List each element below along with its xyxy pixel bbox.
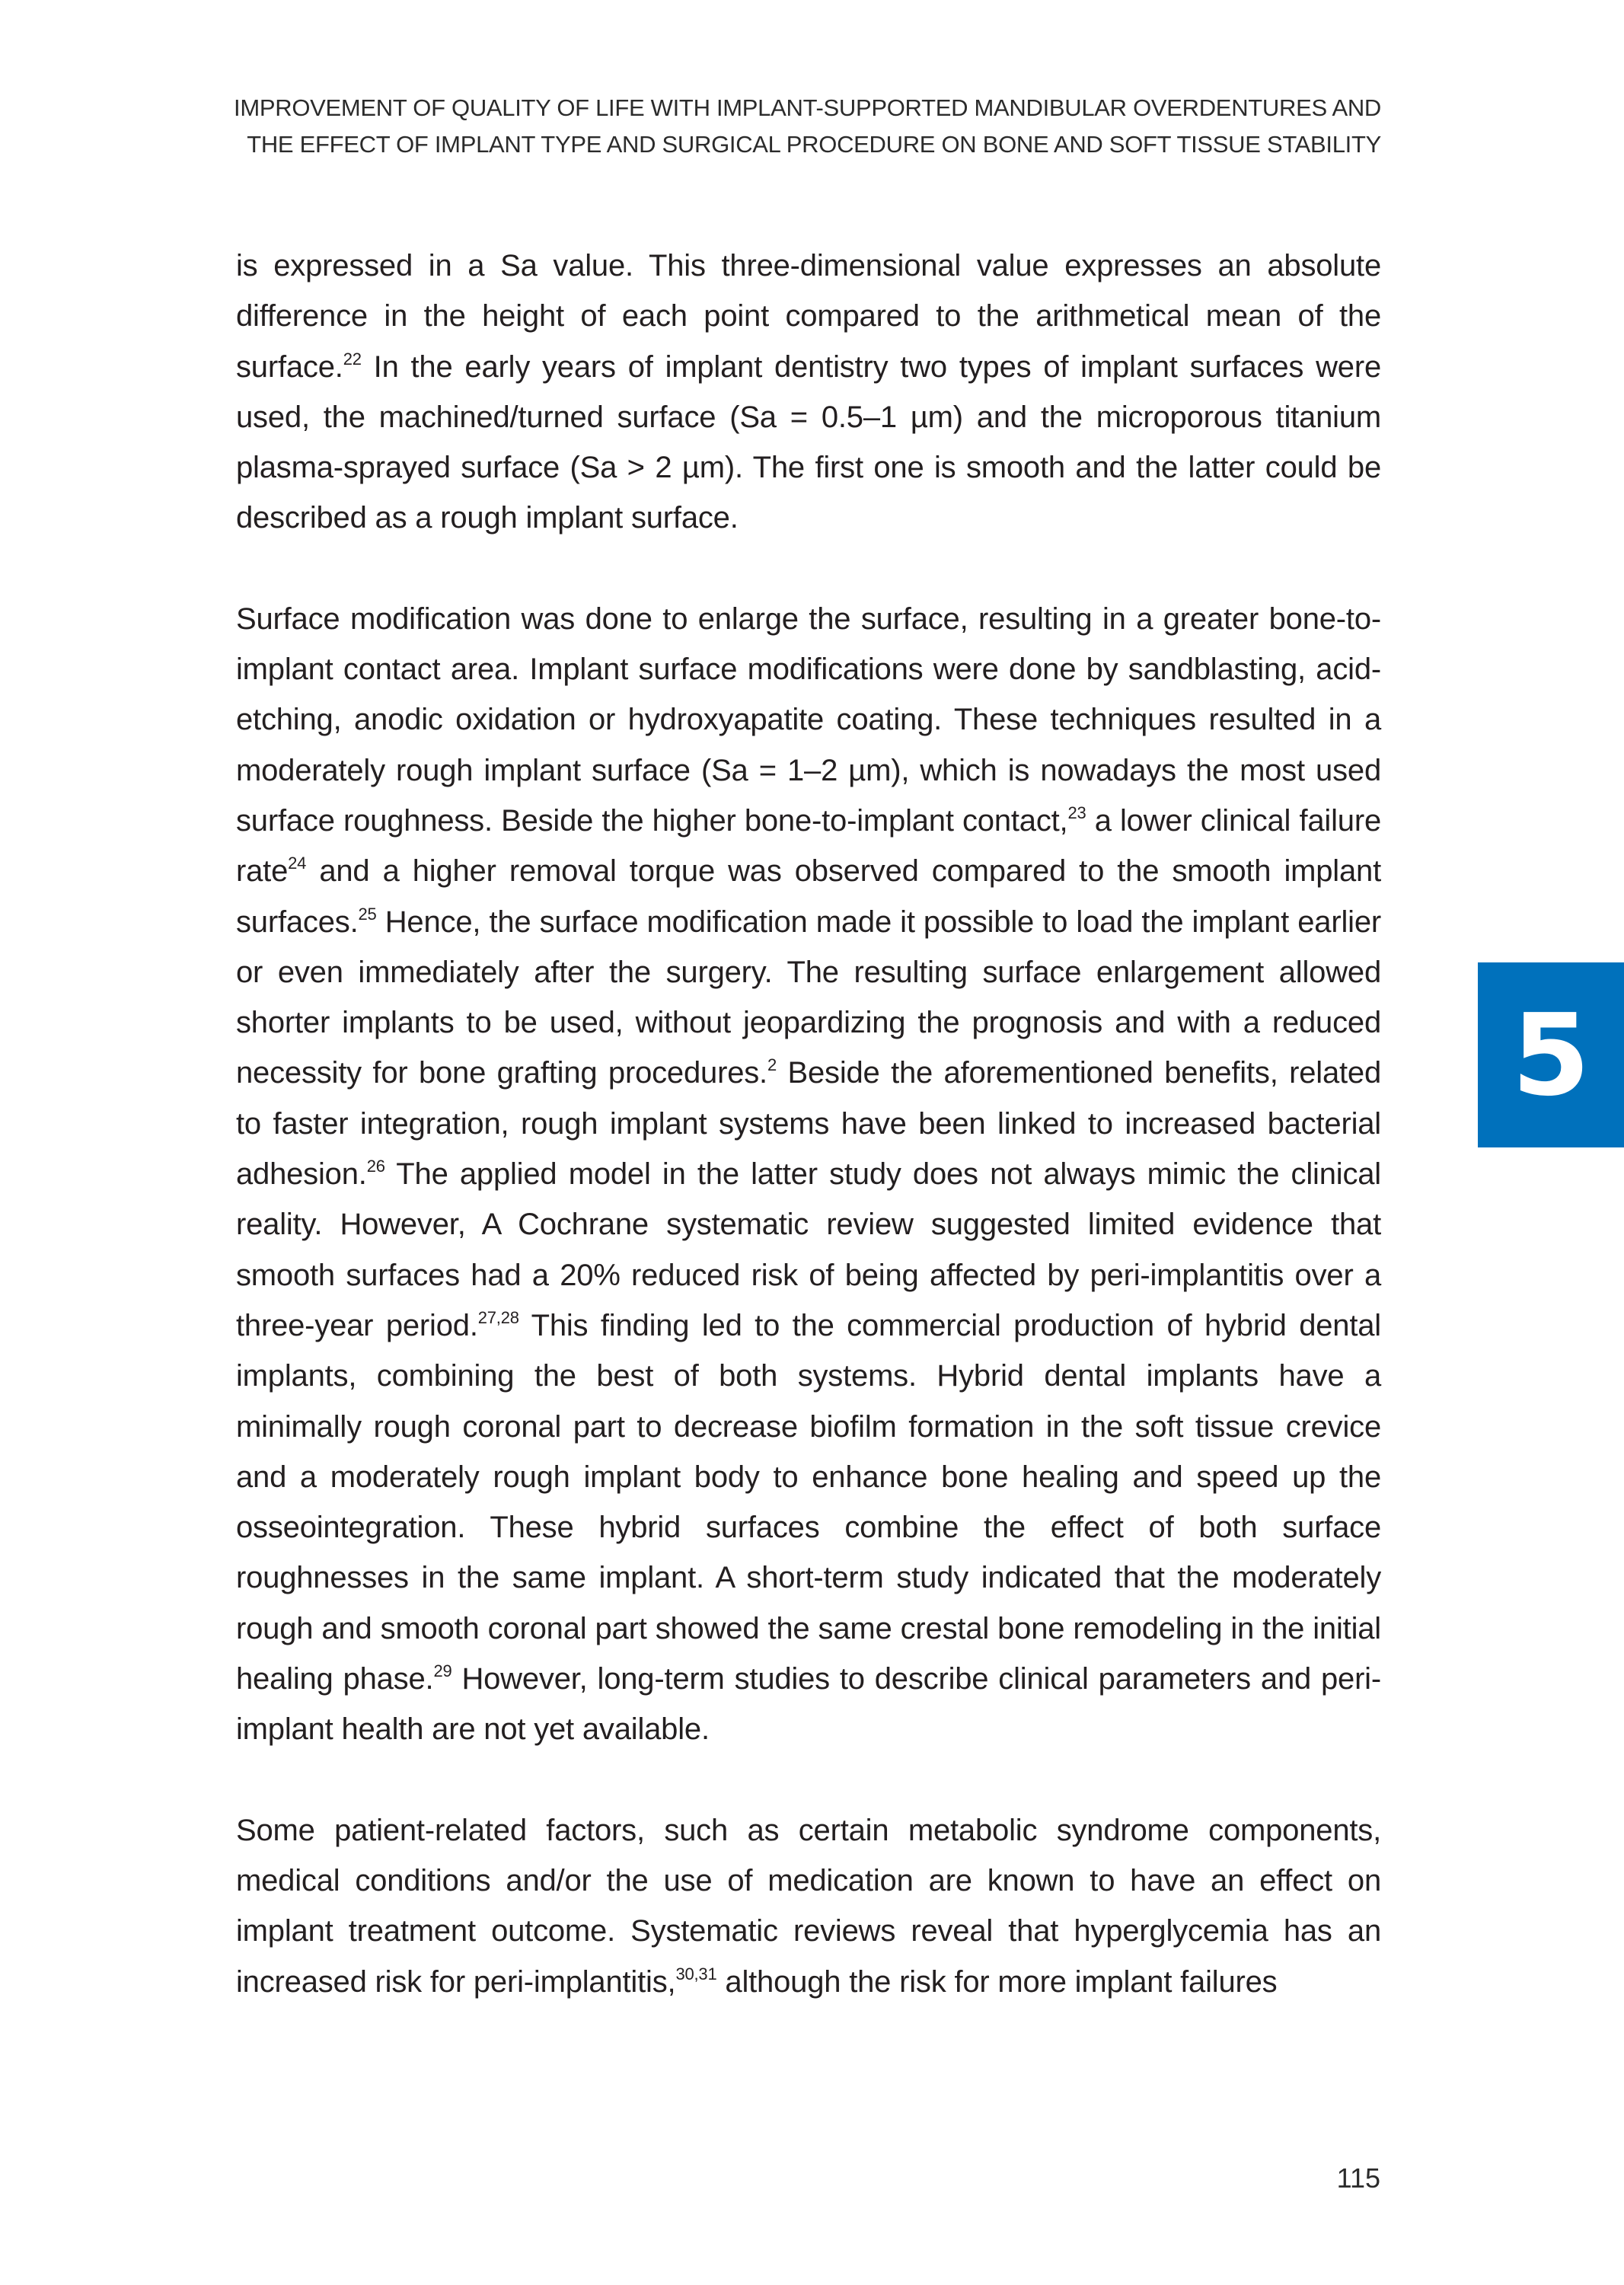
text-run: Beside the aforementioned benefits, related to faster integration, rough implant systems have been linked to increased bacterial adhesion. (236, 1056, 1381, 1192)
page-number: 115 (1336, 2162, 1380, 2194)
text-run: Some patient-related factors, such as certain metabolic syndrome components, medical conditions and/or the use of medication are known to have an effect on implant treatment outcome. Systematic reviews reveal that hyperglycemia has an increased risk for peri-implantitis, (236, 1813, 1381, 1999)
body-text (236, 241, 1381, 2057)
text-run: Surface modification was done to enlarge the surface, resulting in a greater bone-to-implant contact area. Implant surface modifications were done by sandblasting, acid-etching, anodic oxidation or hydroxyapatite coating. These techniques resulted in a moderately rough implant surface (Sa = 1–2 µm), which is nowadays the most used surface roughness. Beside the higher bone-to-implant contact, (236, 602, 1381, 838)
text-run: Hence, the surface modification made it possible to load the implant earlier or even immediately after the surgery. The resulting surface enlargement allowed shorter implants to be used, without jeopardizing the prognosis and with a reduced necessity for bone grafting procedures. (236, 905, 1381, 1090)
text-run: The applied model in the latter study does not always mimic the clinical reality. However, A Cochrane systematic review suggested limited evidence that smooth surfaces had a 20% reduced risk of being affected by peri-implantitis over a three-year period. (236, 1157, 1381, 1342)
chapter-tab: 5 (1478, 962, 1624, 1147)
citation-ref: 23 (1067, 803, 1086, 822)
running-header-line-2: THE EFFECT OF IMPLANT TYPE AND SURGICAL PROCEDURE ON BONE AND SOFT TISSUE STABILITY (247, 131, 1381, 158)
running-header-line-1: IMPROVEMENT OF QUALITY OF LIFE WITH IMPLANT-SUPPORTED MANDIBULAR OVERDENTURES AND (234, 94, 1381, 121)
text-run: However, long-term studies to describe clinical parameters and peri-implant health are not yet available. (236, 1662, 1381, 1747)
citation-ref: 25 (358, 904, 377, 924)
citation-ref: 24 (288, 854, 307, 873)
text-run: This finding led to the commercial production of hybrid dental implants, combining the best of both systems. Hybrid dental implants have a minimally rough coronal part to decrease biofilm formation in the soft tissue crevice and a moderately rough implant body to enhance bone healing and speed up the osseointegration. These hybrid surfaces combine the effect of both surface roughnesses in the same implant. A short-term study indicated that the moderately rough and smooth coronal part showed the same crestal bone remodeling in the initial healing phase. (236, 1308, 1381, 1696)
citation-ref: 2 (767, 1055, 777, 1075)
citation-ref: 22 (343, 349, 362, 369)
text-run: a lower clinical failure rate (236, 803, 1381, 889)
citation-ref: 26 (366, 1157, 385, 1176)
paragraph-1 (236, 241, 1381, 544)
citation-ref: 30,31 (675, 1964, 717, 1983)
paragraph-2 (236, 594, 1381, 1755)
citation-ref: 29 (433, 1661, 452, 1681)
text-run: is expressed in a Sa value. This three-dimensional value expresses an absolute difference in the height of each point compared to the arithmetical mean of the surface. (236, 249, 1381, 384)
running-header (228, 90, 1381, 163)
text-run: In the early years of implant dentistry two types of implant surfaces were used, the machined/turned surface (Sa = 0.5–1 µm) and the microporous titanium plasma-sprayed surface (Sa > 2 µm). The first one is smooth and the latter could be described as a rough implant surface. (236, 349, 1381, 535)
citation-ref: 27,28 (477, 1307, 519, 1327)
text-run: and a higher removal torque was observed compared to the smooth implant surfaces. (236, 854, 1381, 939)
text-run: although the risk for more implant failures (716, 1964, 1278, 1999)
paragraph-3 (236, 1805, 1381, 2007)
